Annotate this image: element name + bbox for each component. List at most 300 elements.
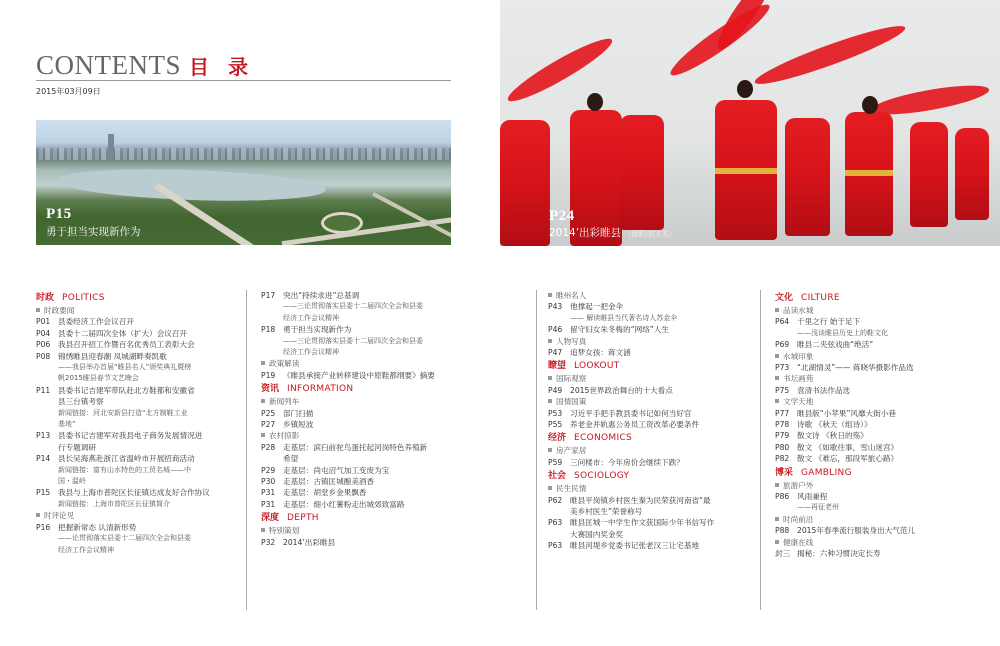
toc-entry[interactable] [261,408,456,419]
toc-entry[interactable] [775,453,975,464]
toc-entry[interactable] [548,517,748,540]
entry-line: ——三论贯彻落实县委十二届四次全会和县委 [283,336,423,345]
subsection-label: 文学天地 [783,397,814,407]
entry-text [797,430,975,441]
entry-text [283,487,456,498]
subsection-label: 国际观察 [556,374,587,384]
subsection-label: 时评论见 [44,511,75,521]
subsection-heading [261,430,456,441]
subsection-heading [548,483,748,494]
toc-entry[interactable] [36,430,236,453]
feature-title: 勇于担当实现新作为 [46,226,141,238]
section-title-en: DEPTH [287,513,319,524]
subsection-label: 房产家居 [556,446,587,456]
page-number: P13 [36,431,51,441]
toc-entry[interactable] [36,385,236,431]
entry-line: 袁清书法作品选 [797,385,851,395]
section-title-en: INFORMATION [287,384,354,395]
page-number: P47 [548,348,563,357]
entry-line: 县委十二届四次全体（扩大）会议召开 [58,328,188,338]
entry-text [283,290,456,324]
toc-entry[interactable] [261,370,456,381]
entry-line: 走基层：胡堂乡金果飘香 [283,488,367,498]
entry-text [797,316,975,339]
square-bullet-icon [775,399,779,403]
entry-text [797,408,975,419]
square-bullet-icon [775,517,779,521]
entry-text [58,339,236,350]
entry-text [58,487,236,510]
entry-line: 风雨兼程 [797,492,828,502]
toc-column-1 [36,290,236,556]
entry-line: 散文诗 《秋日的殇》 [797,431,868,441]
entry-line: —— 解读睢县当代著名诗人苏金伞 [570,313,678,322]
subsection-label: 政策解读 [269,359,300,369]
entry-line: 留守妇女朱冬梅的“网络”人生 [570,325,669,335]
subsection-heading [261,396,456,407]
entry-text [570,301,748,324]
toc-entry[interactable] [548,408,748,419]
page-number: P08 [36,351,51,361]
section-title-cn: 博采 [775,467,794,478]
page-number: P17 [261,291,276,300]
subsection-heading [775,305,975,316]
column-divider [536,290,537,610]
toc-entry[interactable] [775,385,975,396]
subsection-label: 民生民情 [556,484,587,494]
entry-text [570,540,748,551]
section-heading [775,465,975,480]
page-number: P31 [261,488,276,498]
photo-credit: （摄影/刘文杰） [624,230,676,238]
subsection-heading [775,480,975,491]
subsection-label: 人物写真 [556,336,587,346]
subsection-heading [775,373,975,384]
page-number: P14 [36,454,51,464]
entry-line: 2015世界政治舞台的十大看点 [570,385,673,395]
entry-line: 锦绣睢县迎春潮 凤城湖畔奏凯歌 [58,351,167,361]
gold-sash [715,168,777,174]
subsection-heading [36,305,236,316]
section-title-en: POLITICS [62,293,105,303]
toc-entry[interactable] [548,324,748,335]
entry-line: 县委书记吉建军带队赴北方鞋都和安徽省 [58,385,195,395]
entry-line: 揭秘：六种习惯决定长寿 [797,549,881,559]
toc-entry[interactable] [548,347,748,358]
page-number: P30 [261,477,276,487]
section-title-cn: 时政 [36,293,55,303]
column-divider [760,290,761,610]
square-bullet-icon [548,399,552,403]
entry-line: 新闻链接：上海市普陀区长征镇简介 [58,499,170,508]
toc-entry[interactable] [775,362,975,373]
dancer-head [737,80,753,98]
feature-page-number: P24 [549,208,575,224]
entry-line: 追梦女孩：蒋文涵 [570,348,631,357]
page-number: P06 [36,340,51,350]
section-heading [36,290,236,305]
page-number: 封三 [775,549,791,559]
entry-text [570,495,748,518]
toc-entry[interactable] [261,442,456,465]
entry-line: ——我县举办首届“睢县名人”颁奖典礼暨榜 [58,363,192,372]
entry-line: 行专题调研 [58,442,96,452]
entry-line: 经济工作会议精神 [283,348,339,357]
toc-entry[interactable] [36,522,236,556]
entry-line: 诗歌 《秋天（组诗）》 [797,420,872,429]
dancer-figure [500,120,550,246]
red-ribbon-image [751,18,908,92]
square-bullet-icon [548,376,552,380]
dancer-figure [955,128,989,220]
page-number: P19 [261,370,276,380]
entry-line: 散文 《如歌往事，雪山迷宫》 [797,442,899,452]
entry-line: 《睢县承接产业转移建设中原鞋都纲要》摘要 [283,370,435,380]
section-title-en: ECONOMICS [574,433,633,444]
toc-entry[interactable] [261,324,456,358]
square-bullet-icon [36,513,40,517]
column-divider [246,290,247,610]
entry-line: 县委书记吉建军对我县电子商务发展情况进 [58,431,203,441]
subsection-label: 书坛画苑 [783,374,814,384]
entry-line: 把握新常态 认清新形势 [58,522,137,532]
lake-image [56,165,327,204]
page-number: P77 [775,408,790,418]
section-heading [548,358,748,373]
subsection-label: 健康在线 [783,537,814,547]
entry-line: 乡镇短波 [283,420,314,430]
entry-text [570,517,748,540]
entry-text [797,453,975,464]
entry-line: 大赛国内奖金奖 [570,529,624,539]
gold-sash [845,170,893,176]
entry-line: 睢县河堤乡党委书记张老汉三让宅基地 [570,541,700,551]
page-number: P62 [548,495,563,505]
entry-line: 睢县二夹弦戏曲“绝活” [797,340,874,350]
entry-line: 走基层：古镇匡城酿美酒香 [283,477,375,487]
feature-page-number: P15 [46,206,72,222]
subsection-heading [775,396,975,407]
entry-text [570,457,748,468]
entry-text [797,339,975,350]
subsection-label: 旅游户外 [783,480,814,490]
toc-entry[interactable] [775,339,975,350]
square-bullet-icon [775,308,779,312]
square-bullet-icon [261,433,265,437]
page-number: P59 [548,457,563,467]
section-title-en: CILTURE [801,293,840,303]
entry-text [283,499,456,510]
page-number: P15 [36,488,51,498]
entry-line: 2014’出彩睢县 [283,537,336,547]
page-number: P25 [261,408,276,418]
toc-entry[interactable] [775,442,975,453]
toc-entry[interactable] [548,301,748,324]
page-number: P75 [775,385,790,395]
page-number: P29 [261,465,276,475]
entry-line: 走基层：滨臼前驼鸟蛋托起河岗特色养殖新 [283,442,428,452]
section-heading [548,430,748,445]
page-number: P82 [775,454,790,464]
entry-text [58,522,236,556]
entry-text [58,316,236,327]
entry-line: 帆2015睢县春节文艺晚会 [58,374,139,383]
contents-title-en: CONTENTS [36,50,181,80]
entry-line: 经济工作会议精神 [283,313,339,322]
entry-text [570,347,748,358]
subsection-heading [548,336,748,347]
toc-entry[interactable] [775,316,975,339]
entry-line: 勇于担当实现新作为 [283,325,352,335]
entry-line: 养老金并轨惠公务员工资改革必要条件 [570,420,700,429]
toc-entry[interactable] [36,328,236,339]
section-title-cn: 瞭望 [548,361,567,372]
entry-text [797,442,975,453]
square-bullet-icon [775,354,779,358]
subsection-label: 睢州名人 [556,291,587,300]
tower-image [108,134,114,160]
subsection-label: 水城印象 [783,351,814,361]
page-number: P46 [548,325,563,335]
subsection-label: 时政要闻 [44,306,75,315]
toc-entry[interactable] [261,419,456,430]
header-divider [36,80,451,81]
feature-photo-p24[interactable] [500,0,1000,246]
toc-entry[interactable] [261,465,456,476]
entry-note: ——再征老州 [797,503,839,512]
entry-note: ——浅谈睢县历史上的鞋文化 [797,328,888,337]
entry-text [797,491,975,514]
subsection-heading [548,396,748,407]
dancer-head [862,96,878,114]
subsection-heading [548,373,748,384]
dancer-head [587,93,603,111]
entry-text [797,548,975,559]
page-number: P31 [261,499,276,509]
square-bullet-icon [775,376,779,380]
entry-line: 三问楼市：今年房价会继续下跌？ [570,457,684,467]
feature-photo-p15[interactable] [36,120,451,245]
entry-text [283,408,456,419]
toc-entry[interactable] [36,339,236,350]
entry-text [58,385,236,431]
dancer-figure [620,115,664,230]
page-number: P04 [36,328,51,338]
toc-entry[interactable] [36,453,236,487]
entry-text [797,362,975,373]
section-title-cn: 资讯 [261,384,280,395]
subsection-heading [261,525,456,536]
entry-text [58,453,236,487]
toc-column-3 [548,290,748,552]
entry-line: 散文 《难忘，那段军旅心路》 [797,454,899,464]
entry-line: 经济工作会议精神 [58,545,114,554]
toc-column-4 [775,290,975,559]
toc-entry[interactable] [36,487,236,510]
page-number: P63 [548,541,563,551]
entry-line: 睢县版“小苹果”风靡大街小巷 [797,408,896,418]
toc-entry[interactable] [261,290,456,324]
page-number: P28 [261,442,276,452]
entry-text [797,419,975,430]
square-bullet-icon [261,528,265,532]
subsection-label: 时尚前沿 [783,514,814,524]
entry-text [283,465,456,476]
page-number: P69 [775,340,790,350]
feature-title: 2014’出彩睢县 （摄影/刘文杰） [549,227,676,239]
entry-line: 千里之行 始于足下 [797,317,861,327]
page-number: P32 [261,537,276,547]
toc-entry[interactable] [775,525,975,536]
entry-line: 县长吴海燕赴浙江省温岭市开展招商活动 [58,454,195,464]
toc-entry[interactable] [775,408,975,419]
page-number: P73 [775,363,790,372]
entry-line: 县委经济工作会议召开 [58,317,134,327]
toc-column-2 [261,290,456,548]
section-heading [548,468,748,483]
entry-line: 希望 [283,454,299,464]
entry-line: 突出“持续求进”总基调 [283,291,360,300]
toc-entry[interactable] [261,499,456,510]
city-skyline-image [36,148,451,160]
page-number: P63 [548,518,563,528]
subsection-heading [775,514,975,525]
page-number: P78 [775,420,790,429]
subsection-label: 国情国策 [556,397,587,407]
entry-line: 部门扫描 [283,408,314,418]
subsection-heading [261,358,456,369]
toc-entry[interactable] [548,495,748,518]
entry-line: 他撑起一把金伞 [570,302,624,312]
toc-entry[interactable] [775,419,975,430]
entry-line: 新闻链接：河北安新县打造“北方制鞋工业 [58,408,188,417]
page-number: P27 [261,420,276,430]
subsection-label: 特别策划 [269,526,300,536]
page-number: P64 [775,317,790,327]
section-title-cn: 深度 [261,513,280,524]
page-number: P86 [775,492,790,502]
section-title-cn: 经济 [548,433,567,444]
section-title-en: LOOKOUT [574,361,620,372]
entry-text [58,430,236,453]
page-number: P80 [775,442,790,452]
page-number: P01 [36,317,51,327]
entry-text [570,324,748,335]
section-title-cn: 社会 [548,471,567,482]
section-heading [261,510,456,525]
entry-text [570,408,748,419]
entry-line: 2015年春季流行服装身出大气范儿 [797,526,916,536]
toc-entry[interactable] [261,537,456,548]
contents-header [36,50,254,81]
entry-line: 基地” [58,420,76,429]
page-number: P79 [775,431,790,441]
square-bullet-icon [548,448,552,452]
section-title-cn: 文化 [775,293,794,303]
subsection-label: 新闻列车 [269,397,300,407]
square-bullet-icon [261,361,265,365]
section-title-en: SOCIOLOGY [574,471,630,482]
square-bullet-icon [548,339,552,343]
subsection-heading [775,537,975,548]
square-bullet-icon [775,483,779,487]
entry-line: 县三台镇考察 [58,397,104,407]
section-heading [775,290,975,305]
toc-entry[interactable] [775,548,975,559]
entry-line: 我县召开招工作暨百名优秀员工表彰大会 [58,340,195,350]
entry-text [570,385,748,396]
subsection-heading [775,351,975,362]
page-number: P11 [36,385,51,395]
toc-entry[interactable] [775,430,975,441]
page-number: P18 [261,325,276,335]
entry-line: 睢县匡城一中学生作文获国际少年书信写作 [570,518,715,528]
entry-text [283,442,456,465]
toc-entry[interactable] [36,316,236,327]
toc-entry[interactable] [775,491,975,514]
entry-line: 美乡村医生”荣誉称号 [570,507,643,516]
entry-line: 新闻链接：富有山水特色的工贸名城——中 [58,465,191,474]
square-bullet-icon [261,399,265,403]
subsection-label: 品读水城 [783,306,814,315]
entry-line: ——三论贯彻落实县委十二届四次全会和县委 [283,302,423,311]
square-bullet-icon [36,308,40,312]
issue-date: 2015年03月09日 [36,87,101,96]
entry-line: 习近平手把手教县委书记如何当好官 [570,408,692,418]
dancer-figure [910,122,948,227]
entry-line: ——论贯彻落实县委十二届四次全会和县委 [58,534,191,543]
entry-text [58,351,236,385]
entry-text [283,476,456,487]
entry-line: 睢县平岗镇乡村医生秦为民荣获河南省“最 [570,495,711,505]
toc-entry[interactable] [36,351,236,385]
entry-text [283,324,456,358]
toc-entry[interactable] [261,487,456,498]
dancer-figure [785,118,830,236]
entry-line: “北湖情灵”—— 蒋晓华摄影作品选 [797,363,914,372]
entry-line: 我县与上海市普陀区长征镇达成友好合作协议 [58,488,210,498]
page-number: P43 [548,302,563,312]
entry-text [283,537,456,548]
page-number: P49 [548,385,563,395]
toc-entry[interactable] [548,540,748,551]
entry-text [797,525,975,536]
section-heading [261,381,456,396]
contents-title-cn: 目 录 [189,55,254,79]
page-number: P16 [36,522,51,532]
section-title-en: GAMBLING [801,467,852,478]
subsection-label: 农村掠影 [269,431,300,441]
entry-text [797,385,975,396]
page-number: P53 [548,408,563,418]
entry-line: 国・温岭 [58,477,86,486]
square-bullet-icon [775,540,779,544]
toc-entry[interactable] [261,476,456,487]
entry-text [58,328,236,339]
entry-text [283,419,456,430]
page-number: P88 [775,526,790,536]
subsection-heading [548,445,748,456]
toc-entry[interactable] [548,419,748,430]
entry-text [570,419,748,430]
entry-line: 走基层：尚屯沼气加工变废为宝 [283,465,390,475]
page-number: P55 [548,420,563,429]
toc-entry[interactable] [548,457,748,468]
toc-entry[interactable] [548,385,748,396]
entry-text [283,370,456,381]
entry-line: 走基层：细小红薯粉走出城郊致富路 [283,499,405,509]
subsection-heading [548,290,748,301]
